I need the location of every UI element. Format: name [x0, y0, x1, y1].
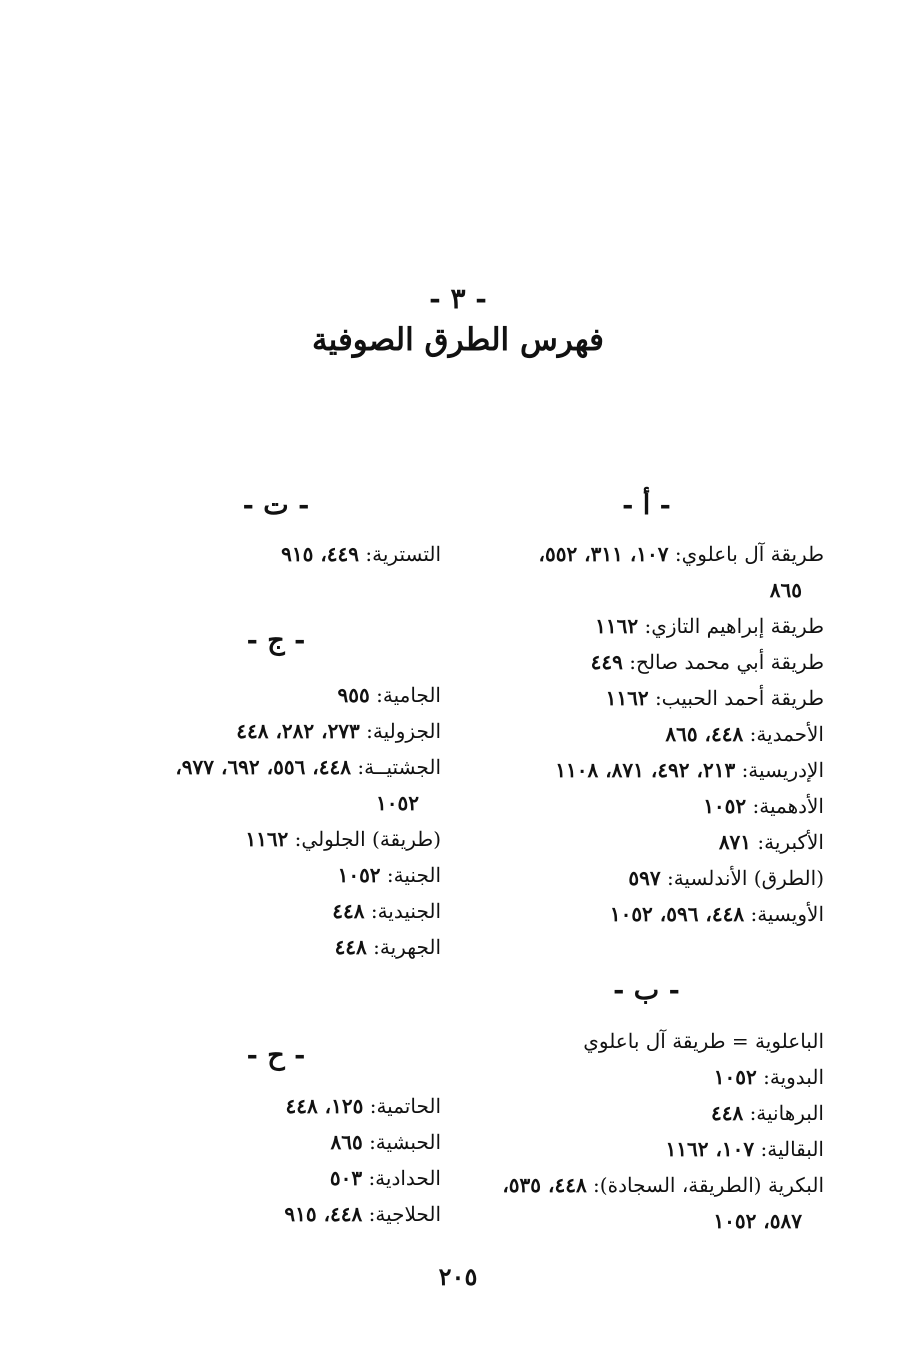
- entry-pages: ٢١٣، ٤٩٢، ٨٧١، ١١٠٨: [555, 758, 736, 782]
- entry-name: الجهرية:: [373, 935, 441, 959]
- section-ba: [469, 975, 824, 1244]
- entry-name: (طريقة) الجلولي:: [294, 827, 441, 851]
- entry-name: الجزولية:: [366, 719, 441, 743]
- index-entry: [469, 541, 824, 567]
- index-entry: [41, 934, 441, 960]
- index-entry: [469, 613, 824, 639]
- entry-pages: ٨٦٥: [330, 1130, 363, 1154]
- entry-pages: ٤٤٨، ٥٥٦، ٦٩٢، ٩٧٧،: [175, 755, 351, 779]
- entry-pages: ١٠٥٢: [703, 794, 747, 818]
- entry-name: الأويسية:: [750, 902, 824, 926]
- entries-ha: [111, 1093, 441, 1227]
- entry-pages: ١٠٥٢: [713, 1065, 757, 1089]
- entry-name: الحاتمية:: [369, 1094, 441, 1118]
- entry-name: الجامية:: [376, 683, 441, 707]
- entry-name: التسترية:: [365, 542, 441, 566]
- entry-name: طريقة أبي محمد صالح:: [629, 650, 824, 674]
- index-entry: [469, 685, 824, 711]
- section-alif: [469, 490, 824, 937]
- entry-name: طريقة أحمد الحبيب:: [654, 686, 824, 710]
- entry-pages: ٨٧١: [718, 830, 752, 854]
- entry-pages: ٤٤٩: [590, 650, 623, 674]
- entry-pages: ١١٦٢: [245, 827, 289, 851]
- entry-pages: ٤٤٨، ٥٩٦، ١٠٥٢: [609, 902, 745, 926]
- section-heading-jim: - ج -: [246, 625, 306, 656]
- index-entry: [111, 1165, 441, 1191]
- entries-jim: [41, 682, 441, 960]
- entry-name: طريقة آل باعلوي:: [674, 542, 824, 566]
- entry-pages: ٤٤٨: [710, 1101, 744, 1125]
- entry-pages: ٤٤٨، ٥٣٥،: [502, 1173, 587, 1197]
- entry-pages: ١٢٥، ٤٤٨: [285, 1094, 364, 1118]
- index-entry: [111, 1129, 441, 1155]
- entry-name: الأكبرية:: [757, 830, 824, 854]
- index-entry: [111, 1201, 441, 1227]
- index-entry: [111, 541, 441, 567]
- entry-pages: ٤٤٨: [334, 935, 367, 959]
- entries-alif: [469, 541, 824, 927]
- index-entry: [41, 718, 441, 744]
- section-heading-alif: - أ -: [622, 490, 671, 521]
- entry-pages: ٥٩٧: [628, 866, 661, 890]
- entry-name: البرهانية:: [749, 1101, 824, 1125]
- index-entry: [41, 754, 441, 780]
- index-entry: [469, 1028, 824, 1054]
- entry-pages: ١٠٧، ١١٦٢: [665, 1137, 755, 1161]
- index-entry: [41, 862, 441, 888]
- entry-pages: ١٠٥٢: [376, 791, 419, 815]
- page-number: ٢٠٥: [438, 1262, 478, 1291]
- entry-name: الحدادية:: [368, 1166, 441, 1190]
- index-entry: [41, 682, 441, 708]
- entry-name: البدوية:: [763, 1065, 824, 1089]
- section-jim: [41, 625, 441, 970]
- entry-pages: ٩٥٥: [337, 683, 370, 707]
- index-entry: [41, 826, 441, 852]
- index-entry: [111, 1093, 441, 1119]
- entries-ba: [469, 1028, 824, 1234]
- entry-pages: ٤٤٨، ٩١٥: [284, 1202, 363, 1226]
- entry-pages: ٤٤٩، ٩١٥: [281, 542, 360, 566]
- index-entry: [41, 898, 441, 924]
- index-entry: [469, 865, 824, 891]
- entry-name: الحبشية:: [369, 1130, 441, 1154]
- entry-name: (الطرق) الأندلسية:: [666, 866, 824, 890]
- section-heading-ha: - ح -: [246, 1040, 306, 1071]
- entry-name: الباعلوية = طريقة آل باعلوي: [583, 1029, 824, 1053]
- entry-pages: ١١٦٢: [595, 614, 639, 638]
- entries-ta: [111, 541, 441, 567]
- index-entry: [469, 649, 824, 675]
- entry-pages: ٢٧٣، ٢٨٢، ٤٤٨: [236, 719, 360, 743]
- entry-name: الأدهمية:: [752, 794, 824, 818]
- entry-pages: ٥٠٣: [329, 1166, 363, 1190]
- entry-pages: ٥٨٧، ١٠٥٢: [713, 1209, 802, 1233]
- index-entry: [41, 790, 441, 816]
- index-entry: [469, 757, 824, 783]
- entry-name: البكرية (الطريقة، السجادة):: [593, 1173, 824, 1197]
- index-entry: [469, 577, 824, 603]
- section-heading-ba: - ب -: [613, 975, 680, 1006]
- index-entry: [469, 721, 824, 747]
- index-entry: [469, 1208, 824, 1234]
- entry-pages: ١٠٧، ٣١١، ٥٥٢،: [538, 542, 669, 566]
- chapter-number: - ٣ -: [429, 282, 487, 315]
- entry-pages: ١١٦٢: [605, 686, 649, 710]
- entry-name: الحلاجية:: [368, 1202, 441, 1226]
- entry-pages: ٤٤٨: [332, 899, 365, 923]
- entry-name: الجشتيــة:: [357, 755, 441, 779]
- index-entry: [469, 1172, 824, 1198]
- entry-pages: ١٠٥٢: [337, 863, 381, 887]
- index-entry: [469, 901, 824, 927]
- entry-name: الإدريسية:: [741, 758, 824, 782]
- entry-name: الجنية:: [386, 863, 441, 887]
- index-entry: [469, 1100, 824, 1126]
- section-heading-ta: - ت -: [242, 490, 310, 521]
- entry-name: البقالية:: [760, 1137, 824, 1161]
- index-entry: [469, 793, 824, 819]
- entry-pages: ٤٤٨، ٨٦٥: [665, 722, 744, 746]
- index-entry: [469, 829, 824, 855]
- chapter-title: فهرس الطرق الصوفية: [311, 322, 605, 358]
- section-ha: [111, 1040, 441, 1237]
- index-entry: [469, 1064, 824, 1090]
- index-entry: [469, 1136, 824, 1162]
- entry-pages: ٨٦٥: [769, 578, 802, 602]
- section-ta: [111, 490, 441, 577]
- entry-name: الجنيدية:: [370, 899, 441, 923]
- entry-name: الأحمدية:: [749, 722, 824, 746]
- entry-name: طريقة إبراهيم التازي:: [644, 614, 824, 638]
